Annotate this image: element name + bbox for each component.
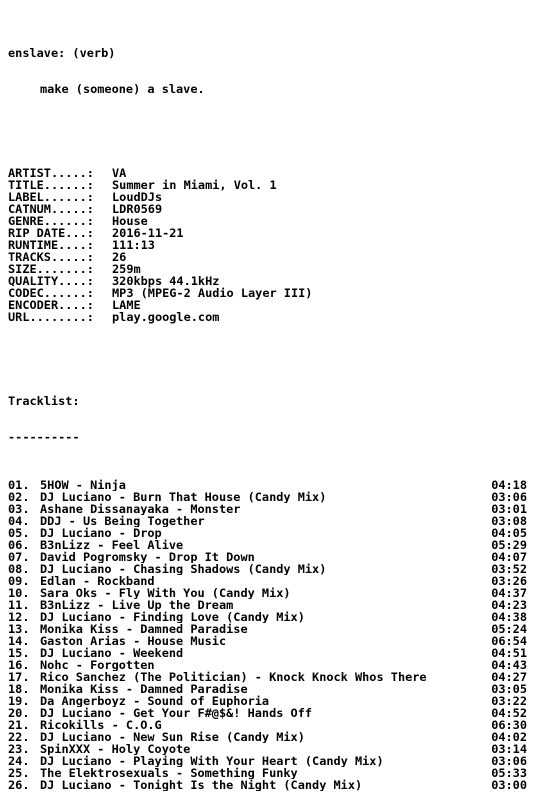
track-title: Ashane Dissanayaka - Monster bbox=[40, 503, 241, 515]
track-duration: 05:33 bbox=[491, 766, 527, 780]
track-number: 10. bbox=[8, 586, 30, 600]
metadata-key: ARTIST.....: bbox=[8, 166, 94, 180]
metadata-value: 111:13 bbox=[112, 238, 155, 252]
track-title: DJ Luciano - Tonight Is the Night (Candy Mix) bbox=[40, 779, 363, 791]
track-title: DJ Luciano - Playing With Your Heart (Candy Mix) bbox=[40, 755, 384, 767]
track-number: 16. bbox=[8, 658, 30, 672]
track-number: 01. bbox=[8, 478, 30, 492]
track-number: 22. bbox=[8, 730, 30, 744]
track-row bbox=[8, 599, 527, 611]
track-title: Gaston Arias - House Music bbox=[40, 635, 227, 647]
tracklist-underline: ---------- bbox=[8, 430, 80, 444]
definition-headword: enslave: (verb) bbox=[8, 46, 116, 60]
track-title: DJ Luciano - Drop bbox=[40, 527, 162, 539]
metadata-key: TRACKS.....: bbox=[8, 250, 94, 264]
track-duration: 04:43 bbox=[491, 658, 527, 672]
track-row bbox=[8, 695, 527, 707]
track-row bbox=[8, 659, 527, 671]
track-duration: 03:00 bbox=[491, 778, 527, 792]
metadata-key: SIZE.......: bbox=[8, 262, 94, 276]
track-number: 13. bbox=[8, 622, 30, 636]
track-number: 07. bbox=[8, 550, 30, 564]
track-row bbox=[8, 635, 527, 647]
track-title: DJ Luciano - Weekend bbox=[40, 647, 184, 659]
track-duration: 03:08 bbox=[491, 514, 527, 528]
track-title: Da Angerboyz - Sound of Euphoria bbox=[40, 695, 270, 707]
track-duration: 04:07 bbox=[491, 550, 527, 564]
track-row bbox=[8, 551, 527, 563]
track-row bbox=[8, 755, 527, 767]
track-duration: 04:05 bbox=[491, 526, 527, 540]
track-row bbox=[8, 503, 527, 515]
metadata-value: House bbox=[112, 214, 148, 228]
track-title: Monika Kiss - Damned Paradise bbox=[40, 683, 248, 695]
track-duration: 03:52 bbox=[491, 562, 527, 576]
metadata-key: GENRE......: bbox=[8, 214, 94, 228]
track-title: Ricokills - C.O.G bbox=[40, 719, 162, 731]
track-number: 17. bbox=[8, 670, 30, 684]
track-row bbox=[8, 527, 527, 539]
track-number: 06. bbox=[8, 538, 30, 552]
track-row bbox=[8, 671, 527, 683]
track-title: Edlan - Rockband bbox=[40, 575, 155, 587]
track-duration: 03:06 bbox=[491, 754, 527, 768]
track-row bbox=[8, 479, 527, 491]
track-duration: 06:30 bbox=[491, 718, 527, 732]
track-duration: 03:05 bbox=[491, 682, 527, 696]
track-number: 21. bbox=[8, 718, 30, 732]
track-number: 23. bbox=[8, 742, 30, 756]
metadata-block bbox=[8, 167, 527, 323]
spacer bbox=[8, 119, 527, 131]
track-duration: 04:52 bbox=[491, 706, 527, 720]
track-number: 04. bbox=[8, 514, 30, 528]
track-number: 09. bbox=[8, 574, 30, 588]
track-row bbox=[8, 767, 527, 779]
track-title: Monika Kiss - Damned Paradise bbox=[40, 623, 248, 635]
metadata-key: RIP DATE...: bbox=[8, 226, 94, 240]
track-title: DDJ - Us Being Together bbox=[40, 515, 205, 527]
track-duration: 04:02 bbox=[491, 730, 527, 744]
track-title: DJ Luciano - Get Your F#@$&! Hands Off bbox=[40, 707, 313, 719]
metadata-value[interactable]: play.google.com bbox=[112, 310, 220, 324]
track-number: 26. bbox=[8, 778, 30, 792]
metadata-key: CODEC......: bbox=[8, 286, 94, 300]
track-title: SpinXXX - Holy Coyote bbox=[40, 743, 191, 755]
track-row bbox=[8, 491, 527, 503]
metadata-value: 259m bbox=[112, 262, 141, 276]
metadata-key: QUALITY....: bbox=[8, 274, 94, 288]
metadata-value: VA bbox=[112, 166, 127, 180]
track-row bbox=[8, 731, 527, 743]
track-duration: 04:38 bbox=[491, 610, 527, 624]
track-row bbox=[8, 683, 527, 695]
track-title: B3nLizz - Feel Alive bbox=[40, 539, 184, 551]
track-title: DJ Luciano - New Sun Rise (Candy Mix) bbox=[40, 731, 305, 743]
metadata-value: Summer in Miami, Vol. 1 bbox=[112, 178, 277, 192]
track-number: 03. bbox=[8, 502, 30, 516]
track-duration: 05:24 bbox=[491, 622, 527, 636]
metadata-value: LAME bbox=[112, 298, 141, 312]
track-title: Sara Oks - Fly With You (Candy Mix) bbox=[40, 587, 291, 599]
track-duration: 04:37 bbox=[491, 586, 527, 600]
track-number: 11. bbox=[8, 598, 30, 612]
track-row bbox=[8, 779, 527, 791]
track-row bbox=[8, 539, 527, 551]
track-row bbox=[8, 611, 527, 623]
metadata-value: 320kbps 44.1kHz bbox=[112, 274, 220, 288]
track-duration: 03:22 bbox=[491, 694, 527, 708]
track-row bbox=[8, 575, 527, 587]
release-info-document bbox=[8, 23, 527, 803]
track-duration: 03:06 bbox=[491, 490, 527, 504]
metadata-value: 26 bbox=[112, 250, 127, 264]
track-row bbox=[8, 515, 527, 527]
track-duration: 03:14 bbox=[491, 742, 527, 756]
track-row bbox=[8, 587, 527, 599]
track-number: 20. bbox=[8, 706, 30, 720]
metadata-key: TITLE......: bbox=[8, 178, 94, 192]
metadata-key: LABEL......: bbox=[8, 190, 94, 204]
track-number: 12. bbox=[8, 610, 30, 624]
track-title: B3nLizz - Live Up the Dream bbox=[40, 599, 234, 611]
track-duration: 03:26 bbox=[491, 574, 527, 588]
track-title: Rico Sanchez (The Politician) - Knock Knock Whos There bbox=[40, 671, 427, 683]
track-title: DJ Luciano - Chasing Shadows (Candy Mix) bbox=[40, 563, 327, 575]
track-number: 24. bbox=[8, 754, 30, 768]
track-number: 19. bbox=[8, 694, 30, 708]
track-duration: 03:01 bbox=[491, 502, 527, 516]
track-row bbox=[8, 743, 527, 755]
track-duration: 04:27 bbox=[491, 670, 527, 684]
track-number: 08. bbox=[8, 562, 30, 576]
track-row bbox=[8, 647, 527, 659]
metadata-value: 2016-11-21 bbox=[112, 226, 184, 240]
tracklist bbox=[8, 479, 527, 791]
track-title: The Elektrosexuals - Something Funky bbox=[40, 767, 298, 779]
track-title: David Pogromsky - Drop It Down bbox=[40, 551, 255, 563]
track-row bbox=[8, 719, 527, 731]
spacer bbox=[8, 359, 527, 371]
tracklist-heading: Tracklist: bbox=[8, 394, 80, 408]
metadata-value: LDR0569 bbox=[112, 202, 163, 216]
metadata-row bbox=[8, 311, 527, 323]
track-row bbox=[8, 623, 527, 635]
track-number: 05. bbox=[8, 526, 30, 540]
track-title: 5HOW - Ninja bbox=[40, 479, 126, 491]
track-row bbox=[8, 563, 527, 575]
track-number: 18. bbox=[8, 682, 30, 696]
metadata-value: MP3 (MPEG-2 Audio Layer III) bbox=[112, 286, 313, 300]
metadata-key: URL........: bbox=[8, 310, 94, 324]
track-title: DJ Luciano - Finding Love (Candy Mix) bbox=[40, 611, 305, 623]
track-number: 02. bbox=[8, 490, 30, 504]
track-row bbox=[8, 707, 527, 719]
track-title: Nohc - Forgotten bbox=[40, 659, 155, 671]
metadata-key: RUNTIME....: bbox=[8, 238, 94, 252]
track-duration: 04:51 bbox=[491, 646, 527, 660]
track-number: 25. bbox=[8, 766, 30, 780]
track-number: 14. bbox=[8, 634, 30, 648]
definition-meaning: make (someone) a slave. bbox=[40, 82, 205, 96]
track-duration: 06:54 bbox=[491, 634, 527, 648]
metadata-key: CATNUM.....: bbox=[8, 202, 94, 216]
track-duration: 04:18 bbox=[491, 478, 527, 492]
track-title: DJ Luciano - Burn That House (Candy Mix) bbox=[40, 491, 327, 503]
track-number: 15. bbox=[8, 646, 30, 660]
metadata-key: ENCODER....: bbox=[8, 298, 94, 312]
track-duration: 04:23 bbox=[491, 598, 527, 612]
track-duration: 05:29 bbox=[491, 538, 527, 552]
metadata-value: LoudDJs bbox=[112, 190, 163, 204]
